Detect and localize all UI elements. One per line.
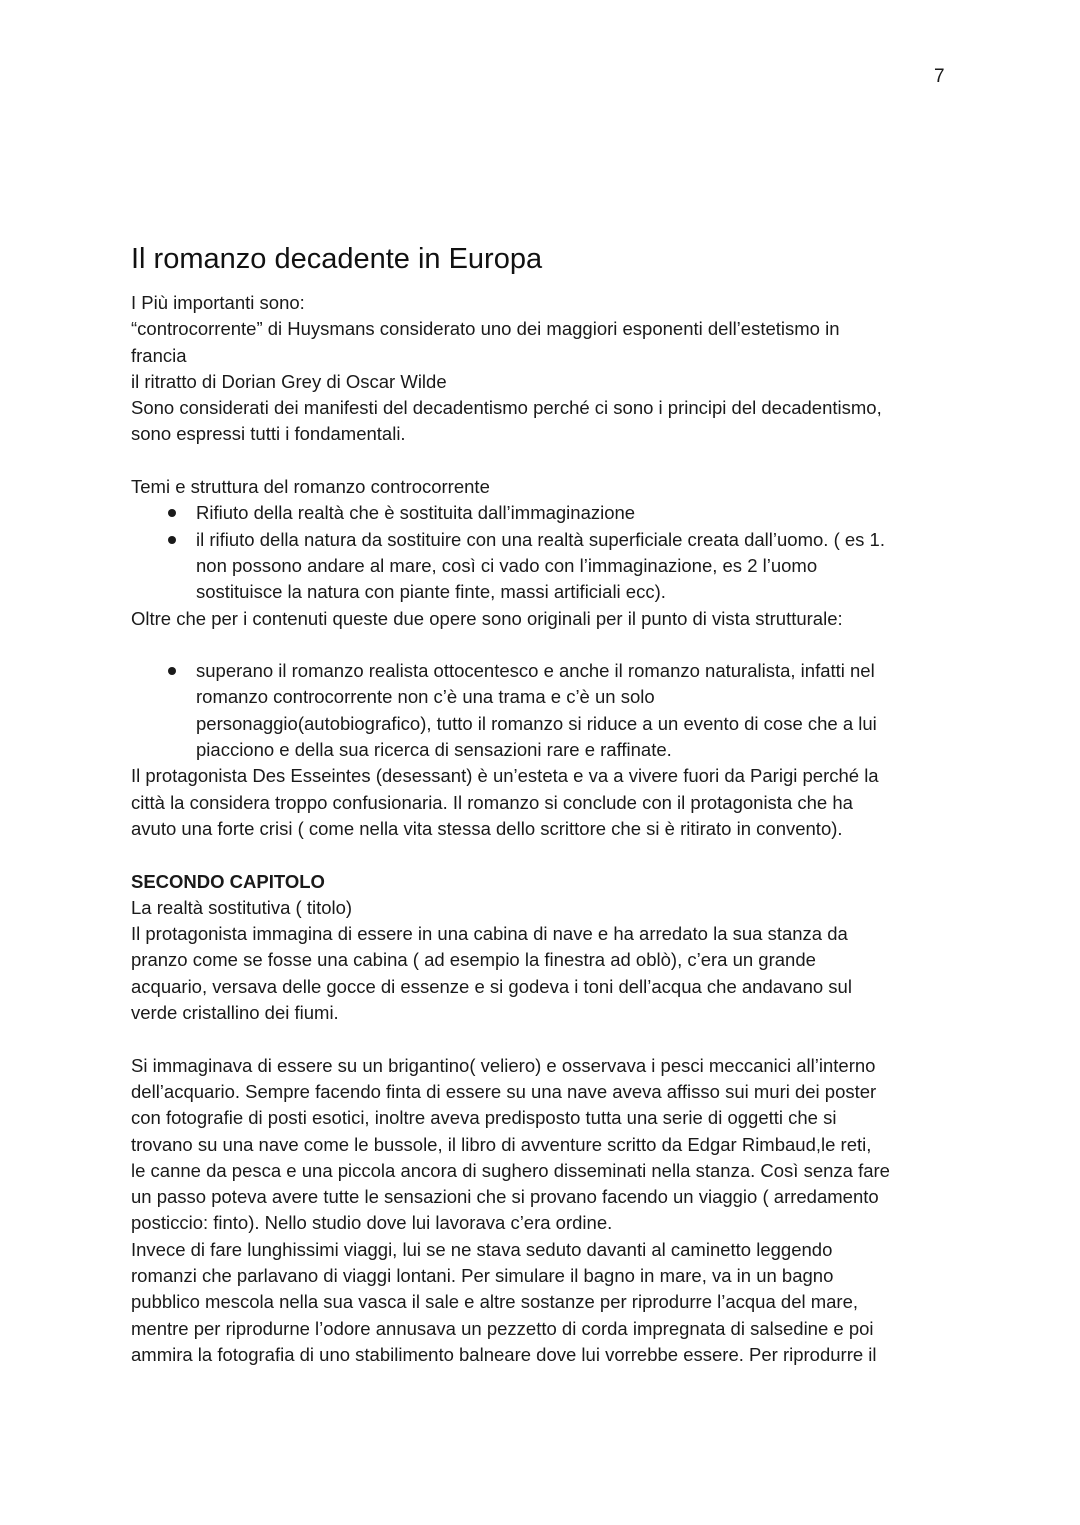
page-number: 7 [934,66,945,87]
text-line: Il protagonista immagina di essere in una cabina di nave e ha arredato la sua stanza da [131,923,848,945]
chapter-paragraph [131,1053,956,1369]
list-item [131,527,956,606]
intro-paragraph [131,290,956,448]
text-line: Sono considerati dei manifesti del decadentismo perché ci sono i principi del decadentismo, [131,397,882,419]
section-heading: Temi e struttura del romanzo controcorrente [131,476,490,498]
text-line: superano il romanzo realista ottocentesco e anche il romanzo naturalista, infatti nel [196,660,875,682]
list-item [131,658,956,763]
paragraph-spacer [131,842,956,868]
paragraph-spacer [131,448,956,474]
text-line: verde cristallino dei fiumi. [131,1002,339,1024]
bullet-icon [168,509,176,517]
text-line: Invece di fare lunghissimi viaggi, lui se ne stava seduto davanti al caminetto leggendo [131,1238,833,1260]
text-line: ammira la fotografia di uno stabilimento balneare dove lui vorrebbe essere. Per riprodurre il [131,1343,877,1365]
chapter-heading: SECONDO CAPITOLO [131,870,325,892]
text-line: avuto una forte crisi ( come nella vita stessa dello scrittore che si è ritirato in convento). [131,817,843,839]
text-line: Rifiuto della realtà che è sostituita dall’immaginazione [196,502,636,524]
document-body [131,240,956,1368]
text-line: non possono andare al mare, così ci vado con l’immaginazione, es 2 l’uomo [196,554,818,576]
text-line: sono espressi tutti i fondamentali. [131,423,406,445]
bullet-icon [168,667,176,675]
text-line: posticcio: finto). Nello studio dove lui lavorava c’era ordine. [131,1212,613,1234]
text-line: le canne da pesca e una piccola ancora di sughero disseminati nella stanza. Così senza fare [131,1159,890,1181]
text-line: romanzo controcorrente non c’è una trama e c’è un solo [196,686,655,708]
text-line: pubblico mescola nella sua vasca il sale e altre sostanze per riprodurre l’acqua del mare, [131,1291,859,1313]
text-line: il ritratto di Dorian Grey di Oscar Wilde [131,370,447,392]
text-line: sostituisce la natura con piante finte, massi artificiali ecc). [196,581,666,603]
text-line: I Più importanti sono: [131,292,305,313]
text-line: acquario, versava delle gocce di essenze e si godeva i toni dell’acqua che andavano sul [131,975,852,997]
text-line: francia [131,344,187,366]
text-line: pranzo come se fosse una cabina ( ad esempio la finestra ad oblò), c’era un grande [131,949,816,971]
text-line: Il protagonista Des Esseintes (desessant) è un’esteta e va a vivere fuori da Parigi perché la [131,765,879,787]
text-line: un passo poteva avere tutte le sensazioni che si provano facendo un viaggio ( arredamento [131,1186,879,1208]
list-item [131,500,956,526]
text-line: città la considera troppo confusionaria. Il romanzo si conclude con il protagonista che ha [131,791,853,813]
text-line: mentre per riprodurne l’odore annusava un pezzetto di corda impregnata di salsedine e poi [131,1317,874,1339]
text-line: trovano su una nave come le bussole, il libro di avventure scritto da Edgar Rimbaud,le reti, [131,1133,872,1155]
text-line: personaggio(autobiografico), tutto il romanzo si riduce a un evento di cose che a lui [196,712,877,734]
chapter-subtitle: La realtà sostitutiva ( titolo) [131,896,353,918]
document-title: Il romanzo decadente in Europa [131,243,543,275]
text-line: il rifiuto della natura da sostituire con una realtà superficiale creata dall’uomo. ( es 1. [196,528,885,550]
bullet-icon [168,536,176,544]
protagonist-paragraph [131,763,956,842]
text-line: dell’acquario. Sempre facendo finta di essere su una nave aveva affisso sui muri dei poster [131,1080,877,1102]
paragraph-spacer [131,632,956,658]
paragraph-spacer [131,1026,956,1052]
text-line: con fotografie di posti esotici, inoltre aveva predisposto tutta una serie di oggetti che si [131,1107,837,1129]
text-line: “controcorrente” di Huysmans considerato uno dei maggiori esponenti dell’estetismo in [131,318,840,340]
chapter-paragraph [131,895,956,1026]
text-line: Si immaginava di essere su un brigantino( veliero) e osservava i pesci meccanici all’interno [131,1054,876,1076]
text-line: piacciono e della sua ricerca di sensazioni rare e raffinate. [196,739,672,761]
text-line: Oltre che per i contenuti queste due opere sono originali per il punto di vista strutturale: [131,607,843,629]
text-line: romanzi che parlavano di viaggi lontani. Per simulare il bagno in mare, va in un bagno [131,1264,834,1286]
